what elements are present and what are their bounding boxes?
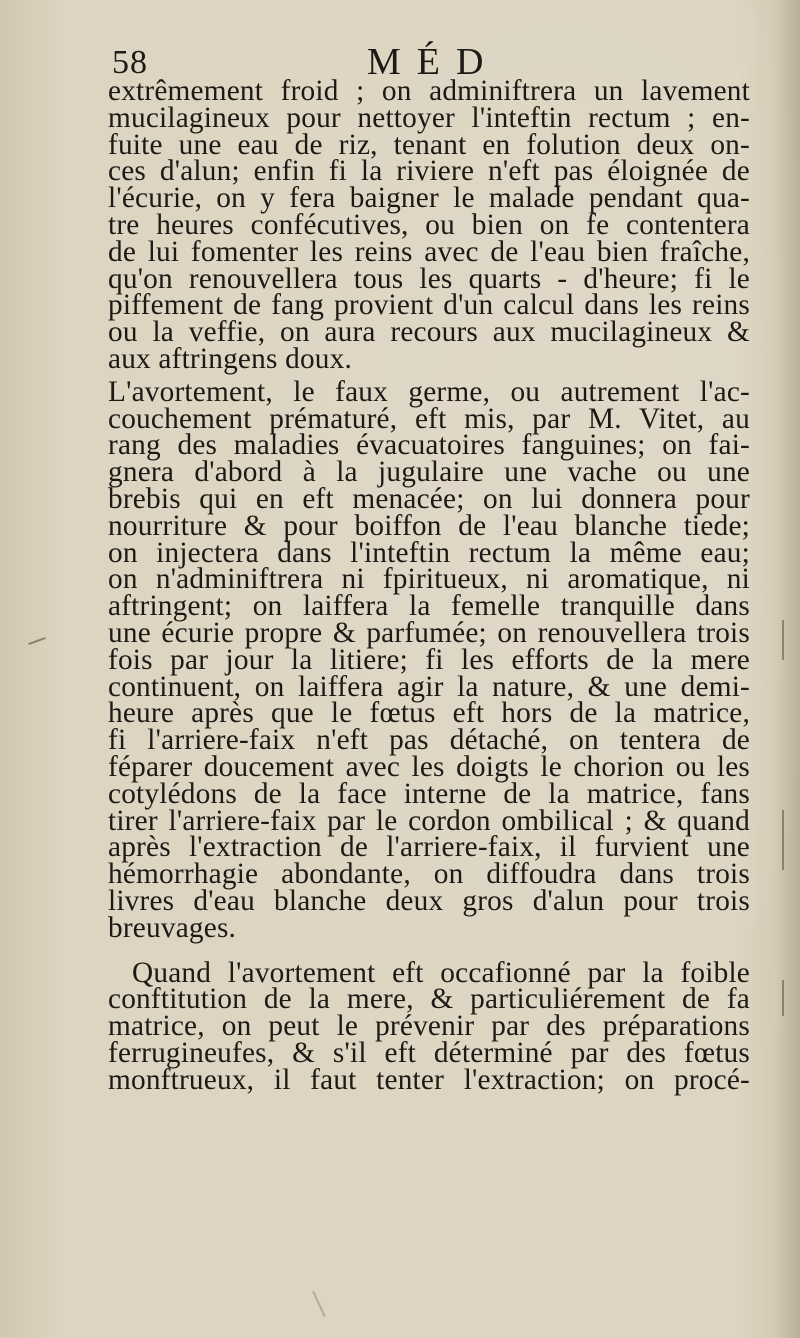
margin-marks [760,0,800,1338]
text-line: livres d'eau blanche deux gros d'alun pour trois [108,884,750,917]
text-line: tre heures confécutives, ou bien on fe contentera [108,208,750,241]
text-line: conftitution de la mere, & particuliérement de fa [108,983,750,1016]
text-line: cotylédons de la face interne de la matrice, fans [108,777,750,810]
text-line: fois par jour la litiere; fi les efforts de la mere [108,643,750,676]
text-line: ou la veffie, on aura recours aux mucilagineux & [108,316,750,349]
text-line: breuvages. [108,911,237,944]
paragraph-avortement [108,375,750,944]
text-line: matrice, on peut le prévenir par des préparations [108,1010,750,1043]
text-line: piffement de fang provient d'un calcul dans les reins [108,289,750,322]
paragraph-urine-treatment [108,75,750,375]
text-line: fuite une eau de riz, tenant en folution deux on- [108,128,750,161]
text-line: Quand l'avortement eft occafionné par la foible [132,956,750,989]
text-line: on injectera dans l'inteftin rectum la même eau; [108,536,750,569]
text-line: couchement prématuré, eft mis, par M. Vitet, au [108,402,750,435]
paper-fleck [312,1291,326,1317]
page-edge-mark [782,810,784,870]
text-line: heure après que le fœtus eft hors de la matrice, [108,697,750,730]
text-line: gnera d'abord à la jugulaire une vache ou une [108,456,750,489]
page-number: 58 [112,44,148,81]
text-line: tirer l'arriere-faix par le cordon ombilical ; & quand [108,804,750,837]
text-line: monftrueux, il faut tenter l'extraction; on procé- [108,1063,750,1096]
text-line: ferrugineufes, & s'il eft déterminé par des fœtus [108,1036,750,1069]
text-line: mucilagineux pour nettoyer l'inteftin rectum ; en- [108,101,750,134]
margin-stroke [28,637,46,645]
text-line: l'écurie, on y fera baigner le malade pendant qua- [108,182,750,215]
text-line: une écurie propre & parfumée; on renouvellera trois [108,616,750,649]
body-text [108,75,750,1096]
text-line: on n'adminiftrera ni fpiritueux, ni aromatique, ni [108,563,750,596]
text-line: ces d'alun; enfin fi la riviere n'eft pas éloignée de [108,155,750,188]
text-line: continuent, on laiffera agir la nature, & une demi- [108,670,750,703]
text-line: de lui fomenter les reins avec de l'eau bien fraîche, [108,235,750,268]
page-edge-mark [782,980,784,1016]
paragraph-prevention [108,956,750,1096]
text-line: aux aftringens doux. [108,342,353,375]
text-line: après l'extraction de l'arriere-faix, il furvient une [108,831,750,864]
page-edge-mark [782,620,784,660]
text-line: extrêmement froid ; on adminiftrera un lavement [108,75,750,107]
text-line: féparer doucement avec les doigts le chorion ou les [108,750,750,783]
text-line: brebis qui en eft menacée; on lui donnera pour [108,482,750,515]
text-line: nourriture & pour boiffon de l'eau blanche tiede; [108,509,750,542]
text-line: qu'on renouvellera tous les quarts - d'heure; fi le [108,262,750,295]
text-line: fi l'arriere-faix n'eft pas détaché, on tentera de [108,724,750,757]
text-line: rang des maladies évacuatoires fanguines; on fai- [108,429,750,462]
text-line: L'avortement, le faux germe, ou autrement l'ac- [108,375,750,408]
text-line: hémorrhagie abondante, on diffoudra dans trois [108,858,750,891]
text-line: aftringent; on laiffera la femelle tranquille dans [108,590,750,623]
running-head: MÉD [367,41,500,83]
